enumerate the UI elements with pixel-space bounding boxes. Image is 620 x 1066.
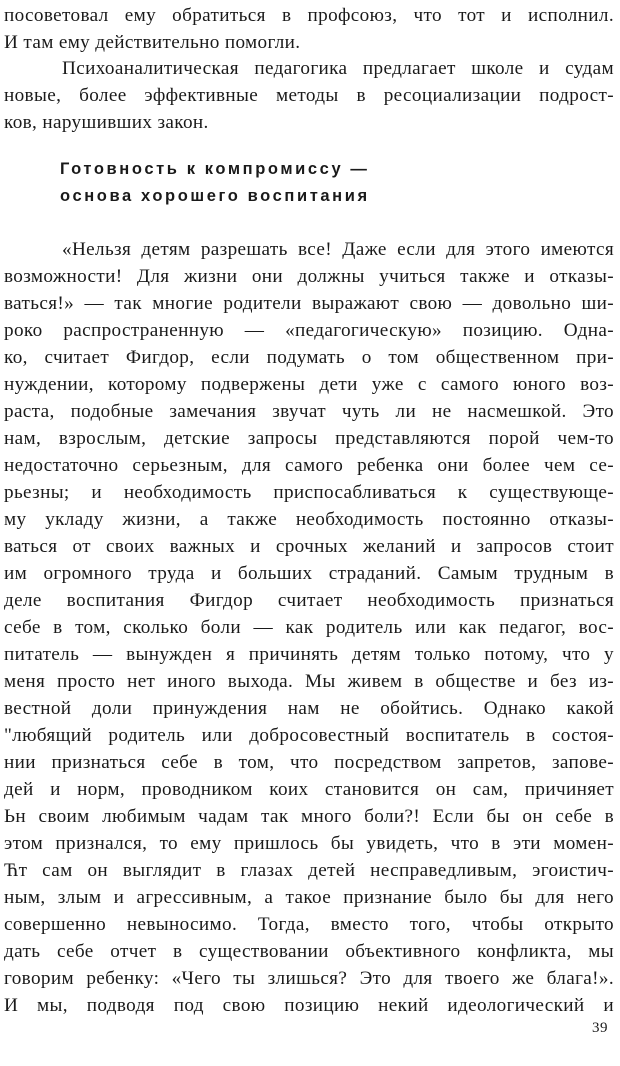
text-line: ным, злым и агрессивным, а такое признание было бы для него	[4, 887, 614, 908]
text-line: нуждении, которому подвержены дети уже с самого юного воз-	[4, 374, 614, 395]
text-line: ваться от своих важных и срочных желаний и запросов стоит	[4, 536, 614, 557]
text-line: посоветовал ему обратиться в профсоюз, что тот и исполнил.	[4, 5, 614, 26]
text-line: возможности! Для жизни они должны учиться также и отказы-	[4, 266, 614, 287]
text-line: вестной доли принуждения нам не обойтись. Однако какой	[4, 698, 614, 719]
text-line: нам, взрослым, детские запросы представляются порой чем-то	[4, 428, 614, 449]
text-line: роко распространенную — «педагогическую» позицию. Одна-	[4, 320, 614, 341]
text-line: ваться!» — так многие родители выражают свою — довольно ши-	[4, 293, 614, 314]
text-line: И там ему действительно помогли.	[4, 32, 301, 53]
text-line: дей и норм, проводником коих становится он сам, причиняет	[4, 779, 614, 800]
section-heading-line-2: основа хорошего воспитания	[60, 187, 370, 205]
text-line: себе в том, сколько боли — как родитель или как педагог, вос-	[4, 617, 614, 638]
section-heading-line-1: Готовность к компромиссу —	[60, 160, 370, 178]
text-line: питатель — вынужден я причинять детям только потому, что у	[4, 644, 614, 665]
text-line: этом признался, то ему пришлось бы увидеть, что в эти момен-	[4, 833, 614, 854]
text-line: деле воспитания Фигдор считает необходимость признаться	[4, 590, 614, 611]
text-line: совершенно невыносимо. Тогда, вместо того, чтобы открыто	[4, 914, 614, 935]
text-line: говорим ребенку: «Чего ты злишься? Это для твоего же блага!».	[4, 968, 614, 989]
text-line: нии признаться себе в том, что посредством запретов, запове-	[4, 752, 614, 773]
text-line: му укладу жизни, а также необходимость постоянно отказы-	[4, 509, 614, 530]
text-line: «Нельзя детям разрешать все! Даже если для этого имеются	[62, 239, 614, 260]
page-number: 39	[592, 1020, 608, 1036]
text-line: раста, подобные замечания звучат чуть ли не насмешкой. Это	[4, 401, 614, 422]
text-line: ко, считает Фигдор, если подумать о том общественном при-	[4, 347, 614, 368]
text-line: рьезны; и необходимость приспосабливаться к существующе-	[4, 482, 614, 503]
text-line: недостаточно серьезным, для самого ребенка они более чем се-	[4, 455, 614, 476]
text-line: им огромного труда и больших страданий. Самым трудным в	[4, 563, 614, 584]
text-line: Ьн своим любимым чадам так много боли?! Если бы он себе в	[4, 806, 614, 827]
text-line: меня просто нет иного выхода. Мы живем в обществе и без из-	[4, 671, 614, 692]
text-line: И мы, подводя под свою позицию некий идеологический и	[4, 995, 614, 1016]
text-line: ков, нарушивших закон.	[4, 112, 209, 133]
book-page	[4, 0, 616, 1066]
text-line: "любящий родитель или добросовестный воспитатель в состоя-	[4, 725, 614, 746]
text-line: Ћт сам он выглядит в глазах детей несправедливым, эгоистич-	[4, 860, 614, 881]
text-line: новые, более эффективные методы в ресоциализации подрост-	[4, 85, 614, 106]
text-line: Психоаналитическая педагогика предлагает школе и судам	[62, 58, 614, 79]
text-line: дать себе отчет в существовании объективного конфликта, мы	[4, 941, 614, 962]
